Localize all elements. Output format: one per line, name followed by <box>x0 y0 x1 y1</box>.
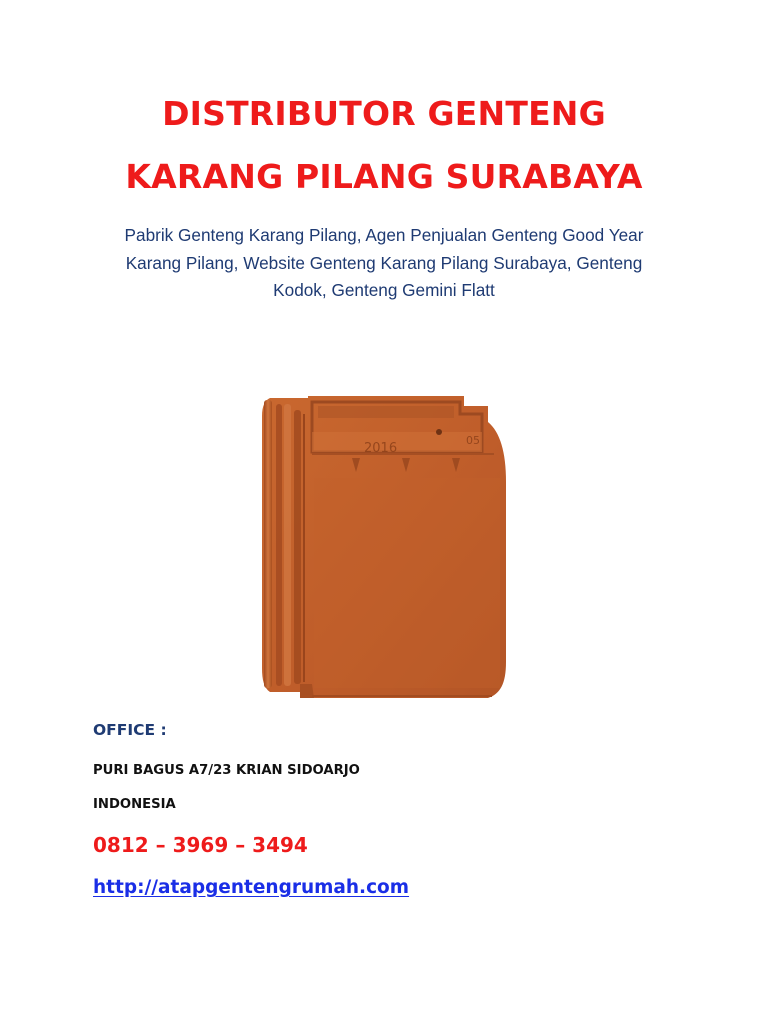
intro-text-line-1: Pabrik Genteng Karang Pilang, Agen Penjualan Genteng Good Year <box>124 225 644 245</box>
address-line-2: INDONESIA <box>93 797 176 812</box>
page-title-line-2: KARANG PILANG SURABAYA <box>125 157 643 196</box>
intro-text-line-3: Kodok, Genteng Gemini Flatt <box>273 280 495 300</box>
svg-text:05: 05 <box>466 434 480 447</box>
office-label: OFFICE : <box>93 721 167 739</box>
website-link[interactable]: http://atapgentengrumah.com <box>93 877 410 898</box>
svg-text:2016: 2016 <box>364 441 398 456</box>
roof-tile-icon <box>256 392 518 704</box>
page-title-line-1: DISTRIBUTOR GENTENG <box>162 94 606 133</box>
intro-text-line-2: Karang Pilang, Website Genteng Karang Pilang Surabaya, Genteng <box>125 253 643 273</box>
address-line-1: PURI BAGUS A7/23 KRIAN SIDOARJO <box>93 763 360 778</box>
roof-tile-image <box>256 392 518 704</box>
phone-number: 0812 – 3969 – 3494 <box>93 833 308 857</box>
